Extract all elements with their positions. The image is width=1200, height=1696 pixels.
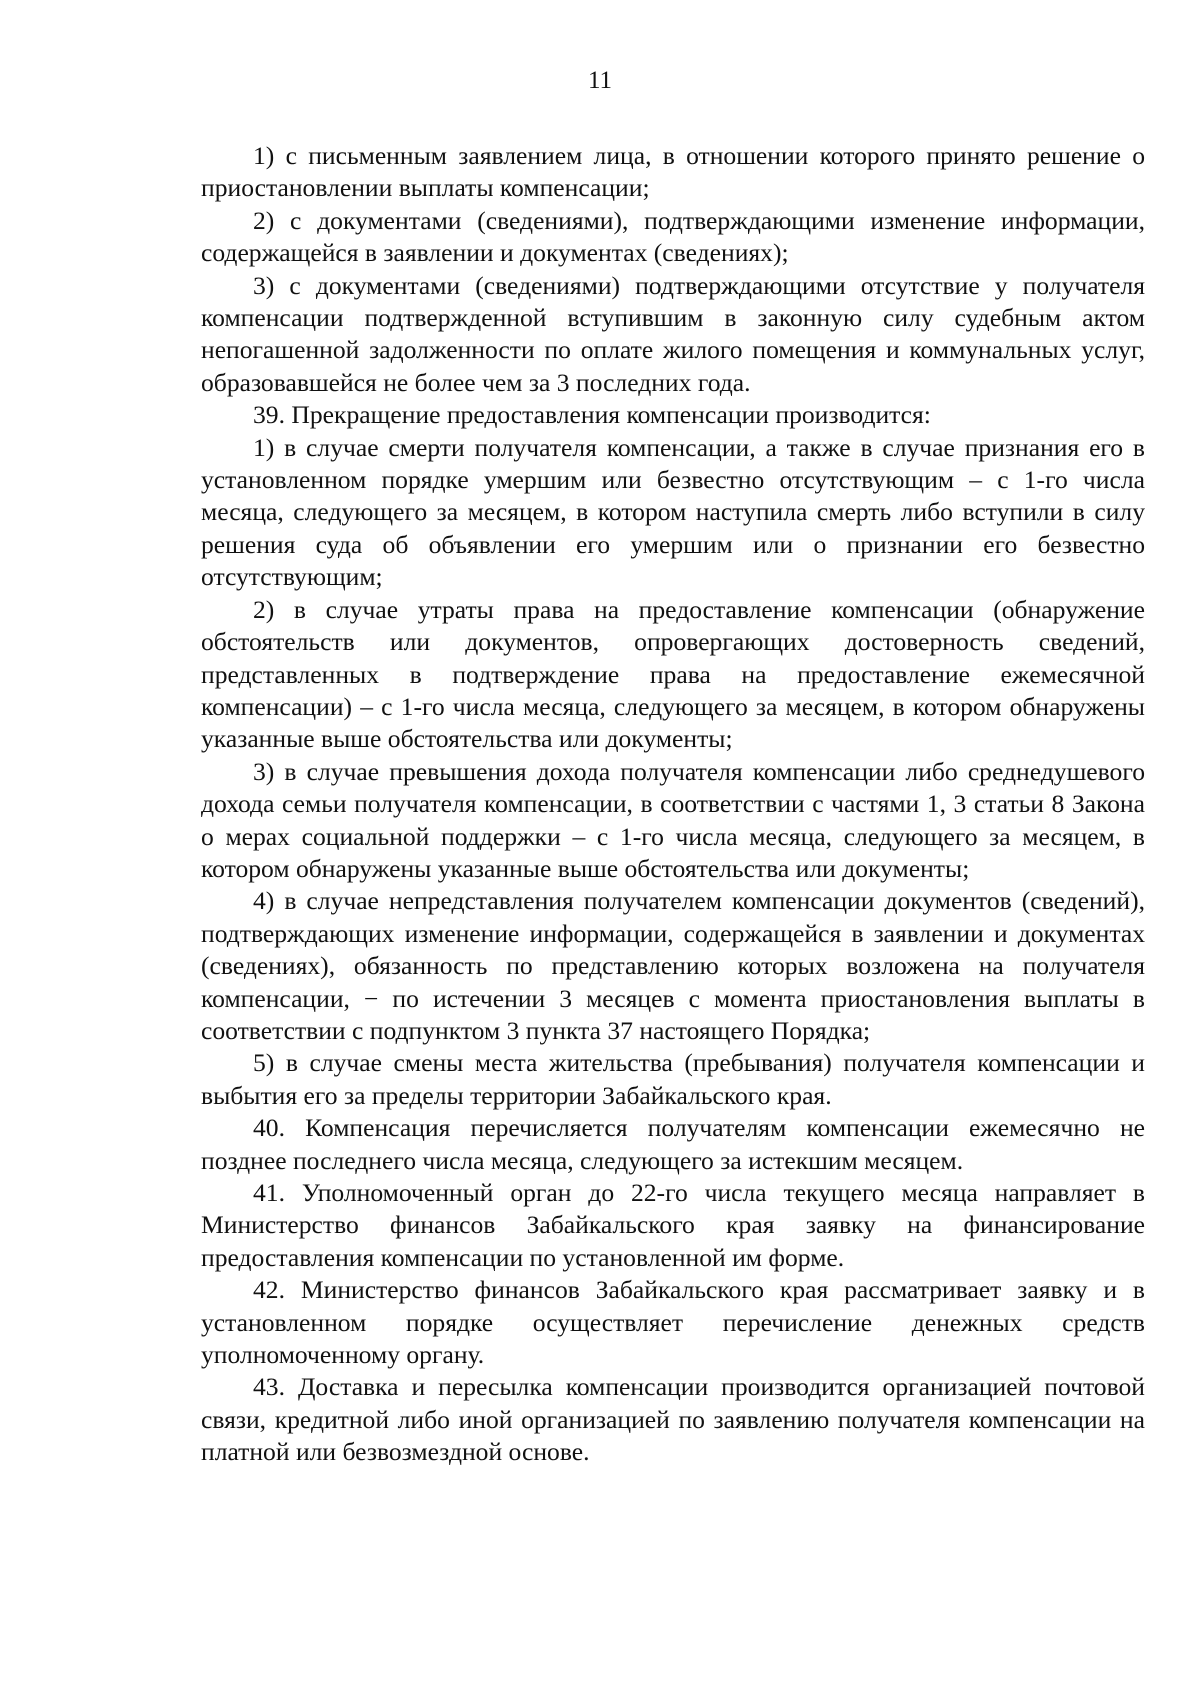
paragraph-38-item-2: 2) с документами (сведениями), подтверждающими изменение информации, содержащейся в заявлении и документах (сведениях); [201,205,1145,268]
page-number: 11 [587,67,613,94]
paragraph-40: 40. Компенсация перечисляется получателям компенсации ежемесячно не позднее последнего числа месяца, следующего за истекшим месяцем. [201,1113,1145,1175]
paragraph-39-item-3: 3) в случае превышения дохода получателя компенсации либо среднедушевого дохода семьи получателя компенсации, в соответствии с частями 1, 3 статьи 8 Закона о мерах социальной поддержки – с 1-го числа месяца, следующего за месяцем, в котором обнаружены указанные выше обстоятельства или документы; [201,756,1145,883]
paragraph-43: 43. Доставка и пересылка компенсации производится организацией почтовой связи, кредитной либо иной организацией по заявлению получателя компенсации на платной или безвозмездной основе. [201,1372,1145,1467]
document-body [201,140,1145,1469]
paragraph-41: 41. Уполномоченный орган до 22-го числа текущего месяца направляет в Министерство финансов Забайкальского края заявку на финансирование предоставления компенсации по установленной им форме. [201,1178,1145,1272]
paragraph-38-item-3: 3) с документами (сведениями) подтверждающими отсутствие у получателя компенсации подтвержденной вступившим в законную силу судебным актом непогашенной задолженности по оплате жилого помещения и коммунальных услуг, образовавшейся не более чем за 3 последних года. [201,270,1145,397]
paragraph-39-item-1: 1) в случае смерти получателя компенсации, а также в случае признания его в установленном порядке умершим или безвестно отсутствующим – с 1-го числа месяца, следующего за месяцем, в котором наступила смерть либо вступили в силу решения суда об объявлении его умершим или о признании его безвестно отсутствующим; [201,432,1145,592]
paragraph-38-item-1: 1) с письменным заявлением лица, в отношении которого принято решение о приостановлении выплаты компенсации; [201,141,1145,203]
paragraph-42: 42. Министерство финансов Забайкальского края рассматривает заявку и в установленном порядке осуществляет перечисление денежных средств уполномоченному органу. [201,1275,1145,1370]
paragraph-39-item-4: 4) в случае непредставления получателем компенсации документов (сведений), подтверждающих изменение информации, содержащейся в заявлении и документах (сведениях), обязанность по представлению которых возложена на получателя компенсации, − по истечении 3 месяцев с момента приостановления выплаты в соответствии с подпунктом 3 пункта 37 настоящего Порядка; [201,886,1145,1045]
paragraph-39-item-5: 5) в случае смены места жительства (пребывания) получателя компенсации и выбытия его за пределы территории Забайкальского края. [201,1048,1145,1110]
paragraph-39-item-2: 2) в случае утраты права на предоставление компенсации (обнаружение обстоятельств или документов, опровергающих достоверность сведений, представленных в подтверждение права на предоставление ежемесячной компенсации) – с 1-го числа месяца, следующего за месяцем, в котором обнаружены указанные выше обстоятельства или документы; [201,594,1145,754]
paragraph-39-heading: 39. Прекращение предоставления компенсации производится: [253,400,931,430]
